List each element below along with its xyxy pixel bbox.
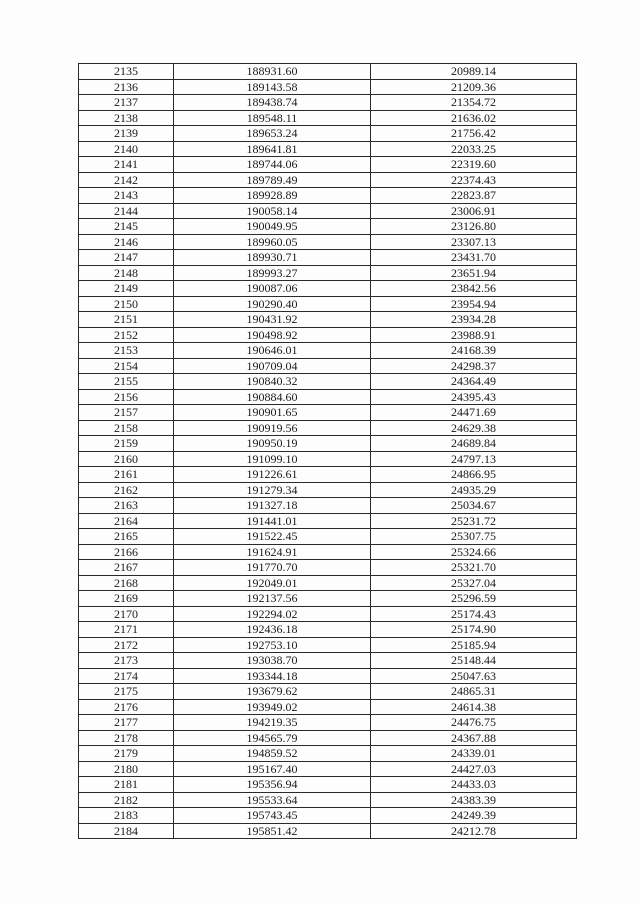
index-cell: 2143	[79, 188, 174, 204]
value-column-3-cell: 23006.91	[371, 203, 577, 219]
value-column-3-cell: 24614.38	[371, 699, 577, 715]
value-column-3-cell: 24298.37	[371, 358, 577, 374]
value-column-2-cell: 190884.60	[174, 389, 371, 405]
index-cell: 2175	[79, 684, 174, 700]
value-column-2-cell: 192294.02	[174, 606, 371, 622]
table-row	[79, 653, 577, 669]
index-cell: 2150	[79, 296, 174, 312]
value-column-2-cell: 192436.18	[174, 622, 371, 638]
index-cell: 2169	[79, 591, 174, 607]
index-cell: 2160	[79, 451, 174, 467]
value-column-3-cell: 21209.36	[371, 79, 577, 95]
index-cell: 2176	[79, 699, 174, 715]
index-cell: 2149	[79, 281, 174, 297]
table-row	[79, 575, 577, 591]
value-column-2-cell: 192753.10	[174, 637, 371, 653]
index-cell: 2145	[79, 219, 174, 235]
index-cell: 2154	[79, 358, 174, 374]
table-row	[79, 110, 577, 126]
value-column-3-cell: 24249.39	[371, 808, 577, 824]
value-column-2-cell: 189653.24	[174, 126, 371, 142]
table-row	[79, 591, 577, 607]
table-row	[79, 777, 577, 793]
value-column-2-cell: 195743.45	[174, 808, 371, 824]
value-column-2-cell: 189789.49	[174, 172, 371, 188]
table-row	[79, 451, 577, 467]
value-column-3-cell: 24395.43	[371, 389, 577, 405]
value-column-3-cell: 25321.70	[371, 560, 577, 576]
value-column-3-cell: 25231.72	[371, 513, 577, 529]
table-row	[79, 715, 577, 731]
value-column-3-cell: 24364.49	[371, 374, 577, 390]
table-row	[79, 436, 577, 452]
index-cell: 2152	[79, 327, 174, 343]
value-column-2-cell: 190290.40	[174, 296, 371, 312]
value-column-2-cell: 190919.56	[174, 420, 371, 436]
value-column-3-cell: 25296.59	[371, 591, 577, 607]
value-column-2-cell: 188931.60	[174, 64, 371, 80]
value-column-2-cell: 190058.14	[174, 203, 371, 219]
index-cell: 2165	[79, 529, 174, 545]
index-cell: 2138	[79, 110, 174, 126]
value-column-2-cell: 195356.94	[174, 777, 371, 793]
index-cell: 2148	[79, 265, 174, 281]
value-column-2-cell: 190840.32	[174, 374, 371, 390]
value-column-3-cell: 24168.39	[371, 343, 577, 359]
index-cell: 2157	[79, 405, 174, 421]
index-cell: 2173	[79, 653, 174, 669]
value-column-2-cell: 194219.35	[174, 715, 371, 731]
index-cell: 2164	[79, 513, 174, 529]
index-cell: 2139	[79, 126, 174, 142]
table-row	[79, 498, 577, 514]
index-cell: 2177	[79, 715, 174, 731]
table-row	[79, 172, 577, 188]
value-column-3-cell: 22319.60	[371, 157, 577, 173]
value-column-3-cell: 24476.75	[371, 715, 577, 731]
value-column-3-cell: 24383.39	[371, 792, 577, 808]
value-column-3-cell: 23842.56	[371, 281, 577, 297]
index-cell: 2141	[79, 157, 174, 173]
table-row	[79, 637, 577, 653]
value-column-3-cell: 25307.75	[371, 529, 577, 545]
value-column-2-cell: 190950.19	[174, 436, 371, 452]
index-cell: 2178	[79, 730, 174, 746]
table-row	[79, 157, 577, 173]
value-column-3-cell: 21354.72	[371, 95, 577, 111]
index-cell: 2179	[79, 746, 174, 762]
index-cell: 2137	[79, 95, 174, 111]
value-column-2-cell: 189960.05	[174, 234, 371, 250]
index-cell: 2156	[79, 389, 174, 405]
data-table	[78, 63, 577, 839]
table-row	[79, 250, 577, 266]
table-row	[79, 467, 577, 483]
index-cell: 2174	[79, 668, 174, 684]
value-column-2-cell: 191441.01	[174, 513, 371, 529]
table-row	[79, 684, 577, 700]
table-row	[79, 64, 577, 80]
index-cell: 2158	[79, 420, 174, 436]
index-cell: 2180	[79, 761, 174, 777]
table-row	[79, 529, 577, 545]
value-column-2-cell: 189744.06	[174, 157, 371, 173]
value-column-3-cell: 24427.03	[371, 761, 577, 777]
index-cell: 2181	[79, 777, 174, 793]
value-column-3-cell: 23651.94	[371, 265, 577, 281]
value-column-2-cell: 193038.70	[174, 653, 371, 669]
value-column-3-cell: 20989.14	[371, 64, 577, 80]
table-row	[79, 141, 577, 157]
value-column-3-cell: 25324.66	[371, 544, 577, 560]
value-column-3-cell: 25034.67	[371, 498, 577, 514]
index-cell: 2153	[79, 343, 174, 359]
index-cell: 2144	[79, 203, 174, 219]
table-row	[79, 234, 577, 250]
table-row	[79, 808, 577, 824]
value-column-2-cell: 191226.61	[174, 467, 371, 483]
table-row	[79, 95, 577, 111]
index-cell: 2183	[79, 808, 174, 824]
value-column-2-cell: 194859.52	[174, 746, 371, 762]
value-column-3-cell: 21756.42	[371, 126, 577, 142]
table-row	[79, 126, 577, 142]
index-cell: 2167	[79, 560, 174, 576]
value-column-2-cell: 191279.34	[174, 482, 371, 498]
value-column-3-cell: 24471.69	[371, 405, 577, 421]
value-column-2-cell: 195167.40	[174, 761, 371, 777]
value-column-3-cell: 23988.91	[371, 327, 577, 343]
value-column-3-cell: 22033.25	[371, 141, 577, 157]
table-row	[79, 761, 577, 777]
table-row	[79, 188, 577, 204]
value-column-2-cell: 190709.04	[174, 358, 371, 374]
value-column-3-cell: 23934.28	[371, 312, 577, 328]
table-row	[79, 312, 577, 328]
value-column-2-cell: 189143.58	[174, 79, 371, 95]
index-cell: 2166	[79, 544, 174, 560]
index-cell: 2147	[79, 250, 174, 266]
value-column-3-cell: 24935.29	[371, 482, 577, 498]
value-column-3-cell: 24433.03	[371, 777, 577, 793]
value-column-3-cell: 24866.95	[371, 467, 577, 483]
value-column-3-cell: 23307.13	[371, 234, 577, 250]
table-row	[79, 343, 577, 359]
value-column-3-cell: 24367.88	[371, 730, 577, 746]
value-column-3-cell: 24629.38	[371, 420, 577, 436]
value-column-2-cell: 194565.79	[174, 730, 371, 746]
index-cell: 2162	[79, 482, 174, 498]
value-column-2-cell: 191770.70	[174, 560, 371, 576]
value-column-3-cell: 25185.94	[371, 637, 577, 653]
table-row	[79, 544, 577, 560]
value-column-2-cell: 189928.89	[174, 188, 371, 204]
value-column-2-cell: 189641.81	[174, 141, 371, 157]
table-row	[79, 389, 577, 405]
table-row	[79, 358, 577, 374]
value-column-2-cell: 193679.62	[174, 684, 371, 700]
table-row	[79, 219, 577, 235]
value-column-3-cell: 23126.80	[371, 219, 577, 235]
table-row	[79, 746, 577, 762]
value-column-3-cell: 24797.13	[371, 451, 577, 467]
value-column-3-cell: 25047.63	[371, 668, 577, 684]
index-cell: 2155	[79, 374, 174, 390]
value-column-2-cell: 190901.65	[174, 405, 371, 421]
index-cell: 2168	[79, 575, 174, 591]
index-cell: 2159	[79, 436, 174, 452]
index-cell: 2163	[79, 498, 174, 514]
index-cell: 2142	[79, 172, 174, 188]
table-row	[79, 606, 577, 622]
table-row	[79, 203, 577, 219]
value-column-2-cell: 190087.06	[174, 281, 371, 297]
index-cell: 2136	[79, 79, 174, 95]
index-cell: 2146	[79, 234, 174, 250]
table-row	[79, 730, 577, 746]
index-cell: 2161	[79, 467, 174, 483]
value-column-3-cell: 23431.70	[371, 250, 577, 266]
value-column-3-cell: 25174.90	[371, 622, 577, 638]
value-column-2-cell: 191099.10	[174, 451, 371, 467]
table-body	[79, 64, 577, 839]
value-column-2-cell: 190646.01	[174, 343, 371, 359]
value-column-2-cell: 191624.91	[174, 544, 371, 560]
table-row	[79, 296, 577, 312]
value-column-3-cell: 25148.44	[371, 653, 577, 669]
value-column-2-cell: 191327.18	[174, 498, 371, 514]
index-cell: 2140	[79, 141, 174, 157]
value-column-3-cell: 24865.31	[371, 684, 577, 700]
value-column-3-cell: 25174.43	[371, 606, 577, 622]
table-row	[79, 622, 577, 638]
index-cell: 2151	[79, 312, 174, 328]
value-column-3-cell: 21636.02	[371, 110, 577, 126]
value-column-2-cell: 193949.02	[174, 699, 371, 715]
table-row	[79, 482, 577, 498]
table-row	[79, 513, 577, 529]
value-column-3-cell: 24339.01	[371, 746, 577, 762]
index-cell: 2172	[79, 637, 174, 653]
index-cell: 2171	[79, 622, 174, 638]
value-column-2-cell: 192137.56	[174, 591, 371, 607]
table-row	[79, 792, 577, 808]
value-column-3-cell: 24689.84	[371, 436, 577, 452]
value-column-2-cell: 189438.74	[174, 95, 371, 111]
table-row	[79, 420, 577, 436]
table-row	[79, 699, 577, 715]
value-column-3-cell: 22374.43	[371, 172, 577, 188]
table-row	[79, 281, 577, 297]
table-row	[79, 327, 577, 343]
value-column-3-cell: 24212.78	[371, 823, 577, 839]
index-cell: 2184	[79, 823, 174, 839]
value-column-2-cell: 189548.11	[174, 110, 371, 126]
index-cell: 2182	[79, 792, 174, 808]
value-column-2-cell: 193344.18	[174, 668, 371, 684]
value-column-2-cell: 191522.45	[174, 529, 371, 545]
value-column-2-cell: 189993.27	[174, 265, 371, 281]
table-row	[79, 405, 577, 421]
value-column-2-cell: 189930.71	[174, 250, 371, 266]
value-column-2-cell: 190498.92	[174, 327, 371, 343]
value-column-2-cell: 190049.95	[174, 219, 371, 235]
value-column-2-cell: 190431.92	[174, 312, 371, 328]
table-row	[79, 823, 577, 839]
value-column-3-cell: 25327.04	[371, 575, 577, 591]
index-cell: 2170	[79, 606, 174, 622]
value-column-2-cell: 192049.01	[174, 575, 371, 591]
value-column-2-cell: 195533.64	[174, 792, 371, 808]
table-row	[79, 374, 577, 390]
value-column-3-cell: 22823.87	[371, 188, 577, 204]
table-row	[79, 265, 577, 281]
value-column-2-cell: 195851.42	[174, 823, 371, 839]
table-row	[79, 79, 577, 95]
table-row	[79, 668, 577, 684]
value-column-3-cell: 23954.94	[371, 296, 577, 312]
table-row	[79, 560, 577, 576]
index-cell: 2135	[79, 64, 174, 80]
